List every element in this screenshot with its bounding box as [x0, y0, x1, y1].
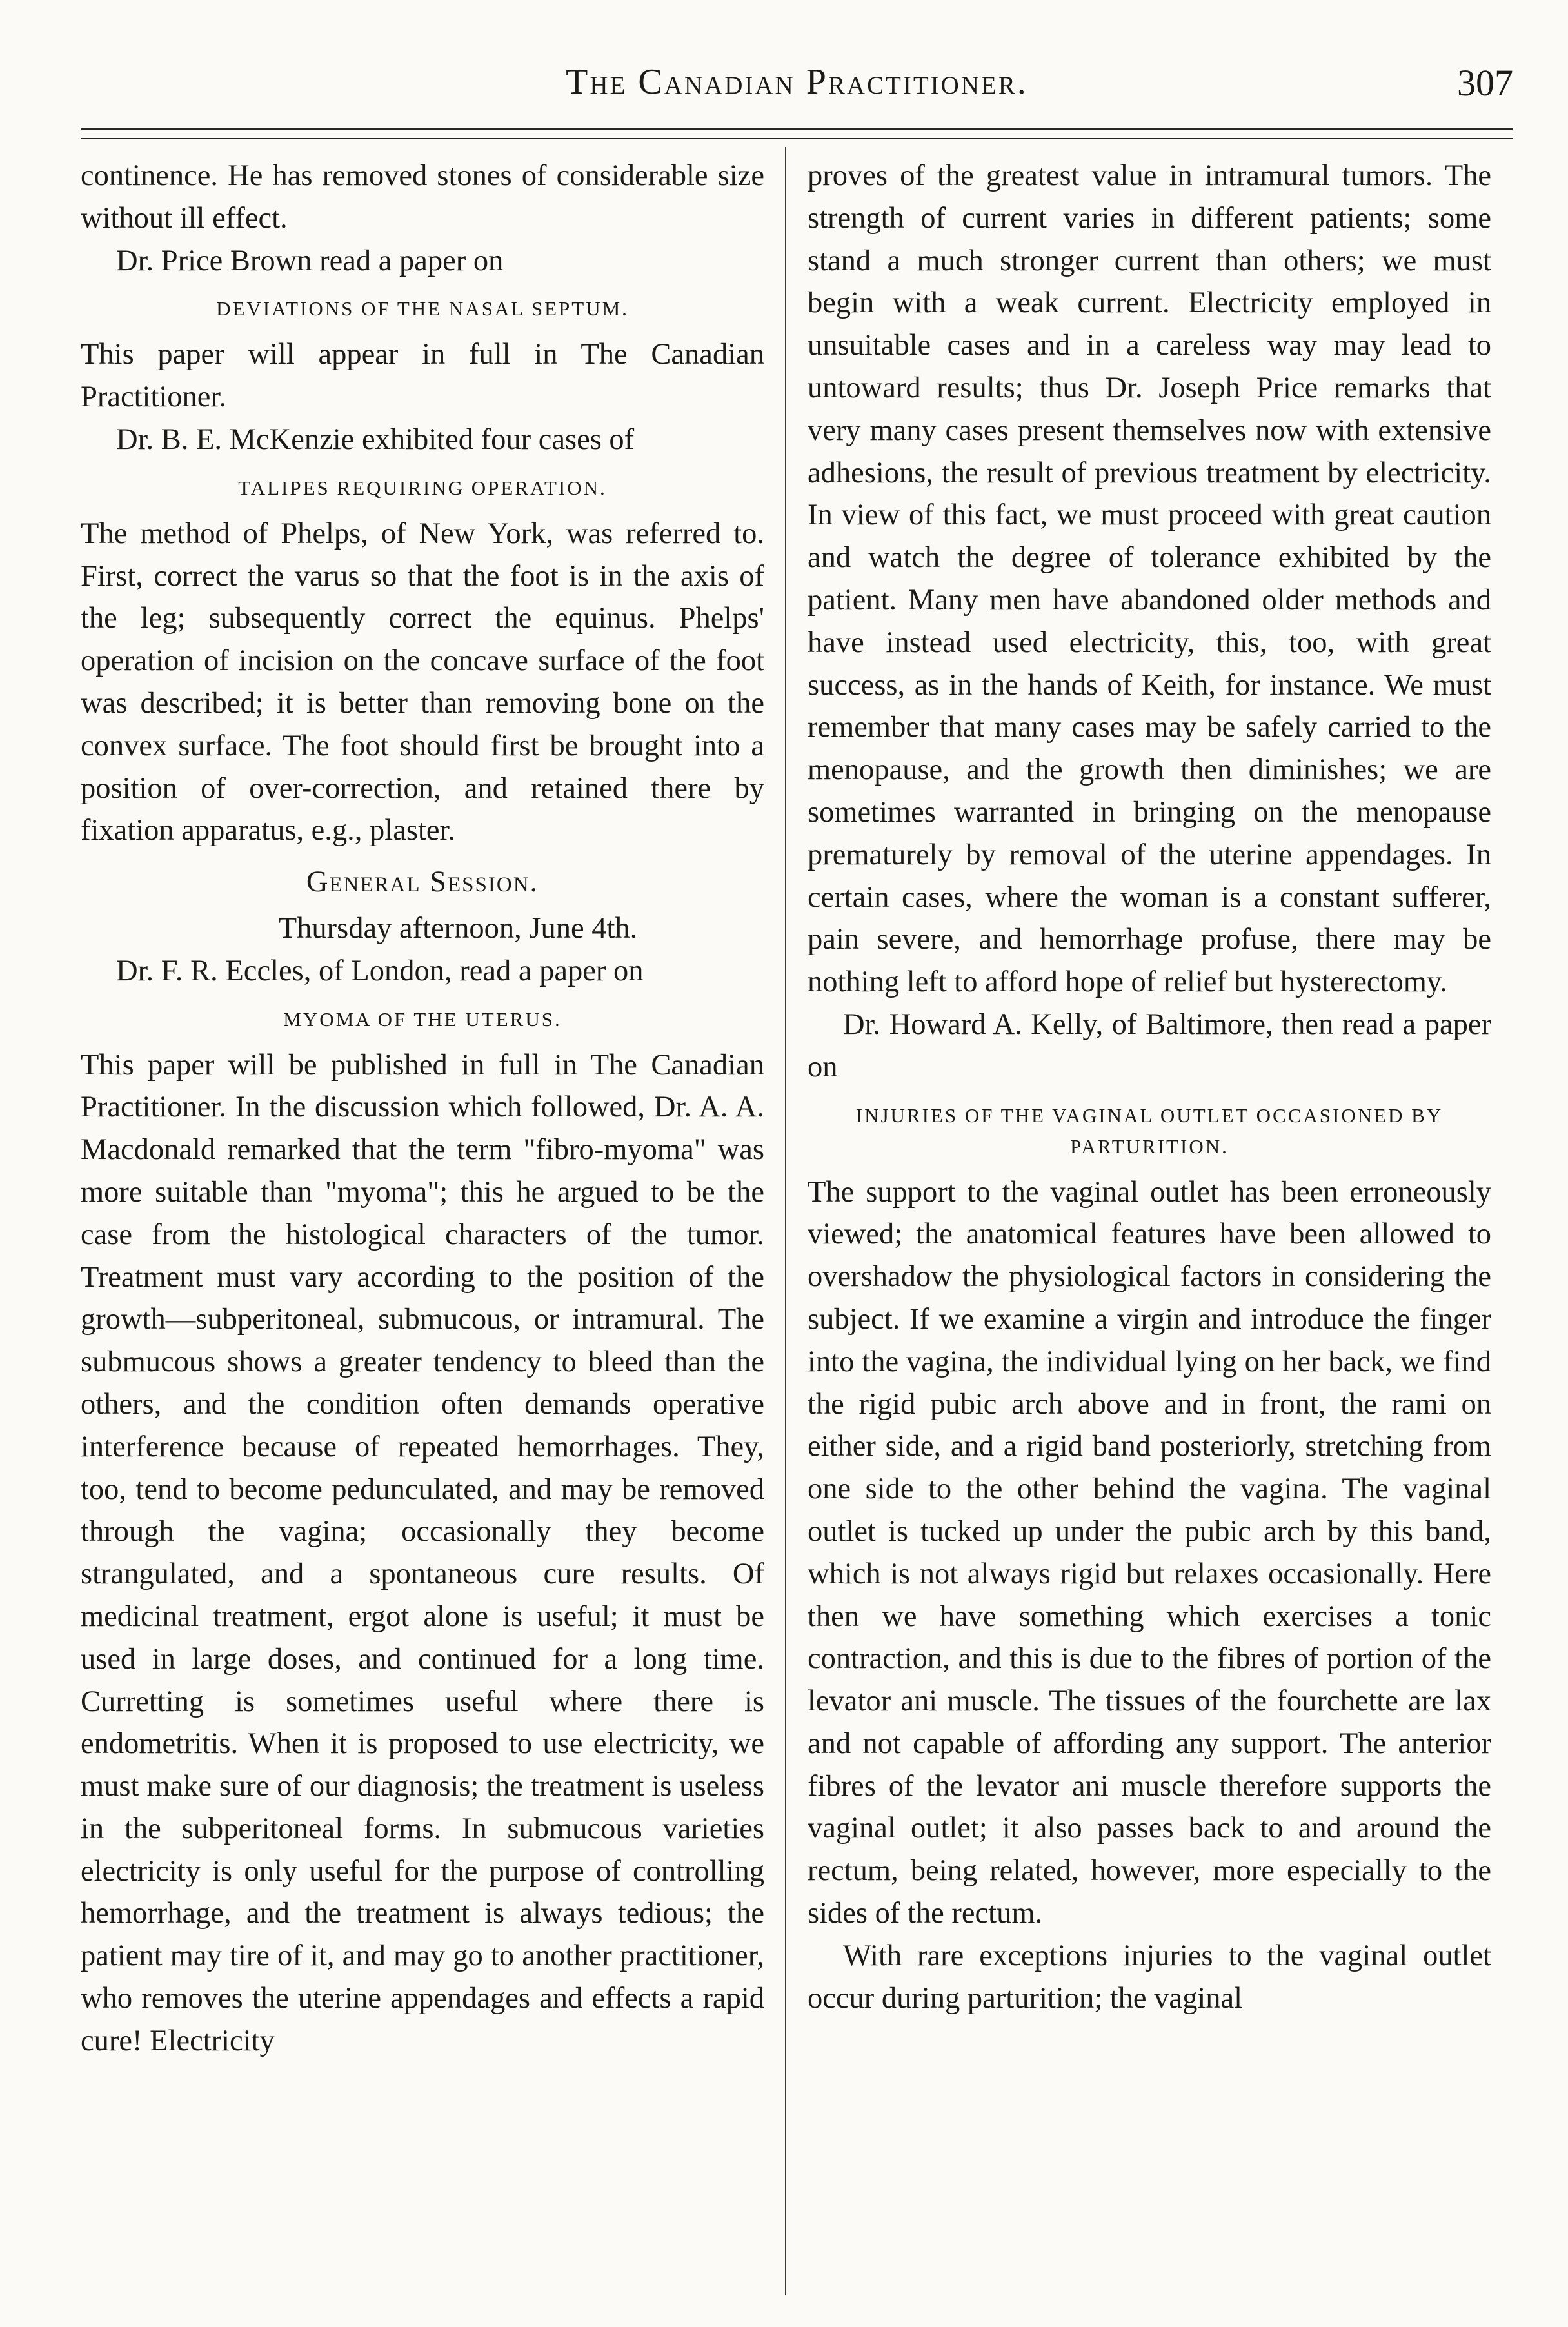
paragraph: This paper will appear in full in The Canadian Practitioner. [81, 338, 764, 414]
session-date: Thursday afternoon, June 4th. [278, 911, 638, 945]
section-heading: TALIPES REQUIRING OPERATION. [238, 476, 607, 499]
paragraph: With rare exceptions injuries to the vaginal outlet occur during parturition; the vaginal [808, 1939, 1491, 2015]
section-heading: MYOMA OF THE UTERUS. [283, 1007, 562, 1031]
paragraph: continence. He has removed stones of considerable size without ill effect. [81, 159, 764, 235]
section-heading: DEVIATIONS OF THE NASAL SEPTUM. [216, 297, 629, 321]
section-heading: INJURIES OF THE VAGINAL OUTLET OCCASIONED BY PARTURITION. [855, 1104, 1444, 1158]
paragraph: Dr. B. E. McKenzie exhibited four cases of [116, 422, 635, 456]
paragraph: The support to the vaginal outlet has been erroneously viewed; the anatomical features have been allowed to overshadow the physiological factors in considering the subject. If we examine a virgin and introduce the finger into the vagina, the individual lying on her back, we find the rigid pubic arch above and in front, the rami on either side, and a rigid band posteriorly, stretching from one side to the other behind the vagina. The vaginal outlet is tucked up under the pubic arch by this band, which is not always rigid but relaxes occasionally. Here then we have something which exercises a tonic contraction, and this is due to the fibres of portion of the levator ani muscle. The tissues of the fourchette are lax and not capable of affording any support. The anterior fibres of the levator ani muscle therefore supports the vaginal outlet; it also passes back to and around the rectum, being related, however, more especially to the sides of the rectum. [808, 1175, 1491, 1930]
page-header [81, 61, 1513, 119]
paragraph: The method of Phelps, of New York, was referred to. First, correct the varus so that the foot is in the axis of the leg; subsequently correct the equinus. Phelps' operation of incision on the concave surface of the foot was described; it is better than removing bone on the convex surface. The foot should first be brought into a position of over-correction, and retained there by fixation apparatus, e.g., plaster. [81, 517, 764, 847]
paragraph: Dr. Howard A. Kelly, of Baltimore, then read a paper on [808, 1007, 1491, 1084]
paragraph: Dr. F. R. Eccles, of London, read a paper on [116, 954, 644, 987]
paragraph: Dr. Price Brown read a paper on [116, 244, 504, 277]
paragraph: This paper will be published in full in The Canadian Practitioner. In the discussion which followed, Dr. A. A. Macdonald remarked that the term "fibro-myoma" was more suitable than "myoma"; this he argued to be the case from the histological characters of the tumor. Treatment must vary according to the position of the growth—subperitoneal, submucous, or intramural. The submucous shows a greater tendency to bleed than the others, and the condition often demands operative interference because of repeated hemorrhages. They, too, tend to become pedunculated, and may be removed through the vagina; occasionally they become strangulated, and a spontaneous cure results. Of medicinal treatment, ergot alone is useful; it must be used in large doses, and continued for a long time. Curretting is sometimes useful where there is endometritis. When it is proposed to use electricity, we must make sure of our diagnosis; the treatment is useless in the subperitoneal forms. In submucous varieties electricity is only useful for the purpose of controlling hemorrhage, and the treatment is always tedious; the patient may tire of it, and may go to another practitioner, who removes the uterine appendages and effects a rapid cure! Electricity [81, 1048, 764, 2057]
page-number: 307 [1457, 62, 1513, 104]
header-rule-bottom [81, 138, 1513, 139]
column-divider [785, 147, 786, 2295]
header-rule-top [81, 128, 1513, 130]
right-column [808, 155, 1491, 2019]
session-heading: General Session. [306, 866, 539, 899]
left-column [81, 155, 764, 2063]
running-title: The Canadian Practitioner. [566, 62, 1028, 102]
paragraph: proves of the greatest value in intramural tumors. The strength of current varies in different patients; some stand a much stronger current than others; we must begin with a weak current. Electricity employed in unsuitable cases and in a careless way may lead to untoward results; thus Dr. Joseph Price remarks that very many cases present themselves now with extensive adhesions, the result of previous treatment by electricity. In view of this fact, we must proceed with great caution and watch the degree of tolerance exhibited by the patient. Many men have abandoned older methods and have instead used electricity, this, too, with great success, as in the hands of Keith, for instance. We must remember that many cases may be safely carried to the menopause, and the growth then diminishes; we are sometimes warranted in bringing on the menopause prematurely by removal of the uterine appendages. In certain cases, where the woman is a constant sufferer, pain severe, and hemorrhage profuse, there may be nothing left to afford hope of relief but hysterectomy. [808, 159, 1491, 999]
